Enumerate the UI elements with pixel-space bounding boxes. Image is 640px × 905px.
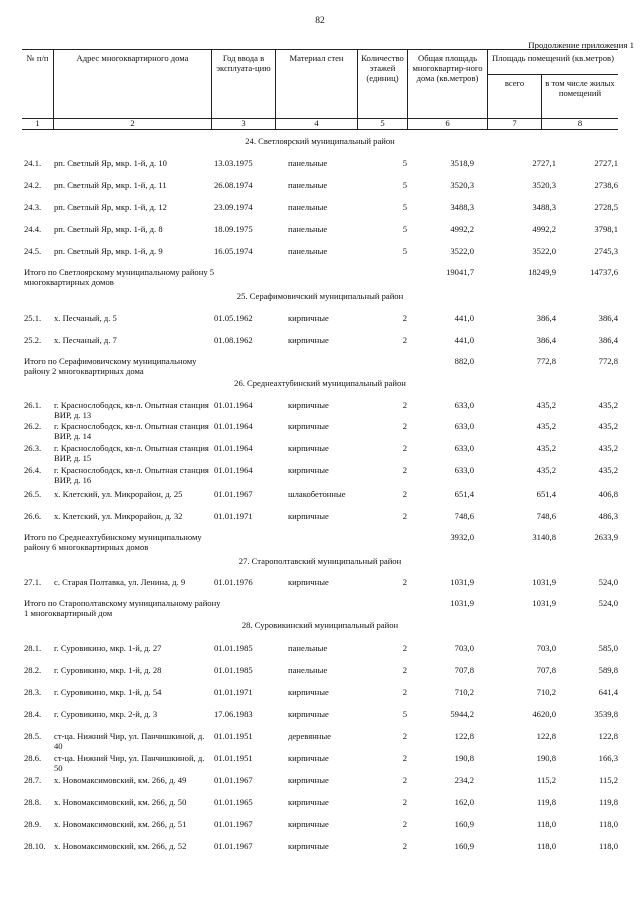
- row-number: 28.1.: [24, 643, 42, 653]
- row-material: кирпичные: [288, 819, 329, 829]
- row-floors: 2: [402, 465, 407, 475]
- row-year: 01.01.1967: [214, 841, 253, 851]
- row-floors: 2: [402, 489, 407, 499]
- row-number: 26.2.: [24, 421, 42, 431]
- row-total-area: 633,0: [454, 421, 474, 431]
- row-number: 24.3.: [24, 202, 42, 212]
- total-premises-living: 772,8: [598, 356, 618, 366]
- row-material: панельные: [288, 246, 328, 256]
- row-floors: 2: [402, 687, 407, 697]
- row-material: кирпичные: [288, 687, 329, 697]
- row-floors: 2: [402, 731, 407, 741]
- row-premises-all: 119,8: [536, 797, 556, 807]
- row-year: 01.01.1971: [214, 687, 253, 697]
- section-title: 28. Суровикинский муниципальный район: [241, 620, 399, 630]
- row-address: х. Песчаный, д. 7: [54, 335, 117, 345]
- row-year: 13.03.1975: [214, 158, 253, 168]
- total-label: Итого по Среднеахтубинскому муниципальному району 6 многоквартирных домов: [24, 532, 202, 552]
- row-number: 24.4.: [24, 224, 42, 234]
- row-number: 28.6.: [24, 753, 42, 763]
- total-premises-all: 1031,9: [532, 598, 556, 608]
- row-year: 01.01.1967: [214, 489, 253, 499]
- row-floors: 5: [402, 158, 407, 168]
- row-year: 16.05.1974: [214, 246, 253, 256]
- row-material: панельные: [288, 202, 328, 212]
- row-floors: 2: [402, 665, 407, 675]
- row-premises-all: 2727,1: [532, 158, 556, 168]
- row-premises-living: 3539,8: [594, 709, 618, 719]
- row-year: 23.09.1974: [214, 202, 253, 212]
- total-area: 1031,9: [450, 598, 474, 608]
- row-premises-living: 166,3: [598, 753, 618, 763]
- row-address: х. Клетский, ул. Микрорайон, д. 25: [54, 489, 183, 499]
- row-floors: 2: [402, 335, 407, 345]
- row-premises-all: 3488,3: [532, 202, 556, 212]
- row-premises-living: 585,0: [598, 643, 618, 653]
- row-floors: 2: [402, 775, 407, 785]
- row-premises-living: 118,0: [598, 841, 618, 851]
- row-total-area: 160,9: [454, 819, 474, 829]
- row-premises-all: 703,0: [536, 643, 556, 653]
- row-number: 28.2.: [24, 665, 42, 675]
- row-number: 28.3.: [24, 687, 42, 697]
- row-address: х. Новомаксимовский, км. 266, д. 51: [54, 819, 187, 829]
- total-premises-living: 524,0: [598, 598, 618, 608]
- row-address: рп. Светлый Яр, мкр. 1-й, д. 10: [54, 158, 167, 168]
- col-number: 8: [577, 118, 583, 128]
- row-premises-all: 115,2: [536, 775, 556, 785]
- row-premises-all: 386,4: [536, 335, 556, 345]
- row-premises-all: 386,4: [536, 313, 556, 323]
- row-address: г. Суровикино, мкр. 1-й, д. 54: [54, 687, 162, 697]
- row-material: кирпичные: [288, 465, 329, 475]
- row-premises-all: 435,2: [536, 465, 556, 475]
- row-total-area: 3522,0: [450, 246, 474, 256]
- row-premises-all: 118,0: [536, 841, 556, 851]
- row-material: панельные: [288, 224, 328, 234]
- row-number: 25.1.: [24, 313, 42, 323]
- row-floors: 2: [402, 797, 407, 807]
- row-premises-living: 2727,1: [594, 158, 618, 168]
- row-premises-living: 435,2: [598, 465, 618, 475]
- row-floors: 2: [402, 819, 407, 829]
- row-floors: 2: [402, 753, 407, 763]
- row-material: кирпичные: [288, 775, 329, 785]
- row-address: г. Краснослободск, кв-л. Опытная станция ВИР, д. 13: [54, 400, 209, 420]
- row-total-area: 748,6: [454, 511, 474, 521]
- row-total-area: 3488,3: [450, 202, 474, 212]
- row-premises-all: 710,2: [536, 687, 556, 697]
- row-premises-all: 707,8: [536, 665, 556, 675]
- row-premises-all: 435,2: [536, 421, 556, 431]
- row-premises-living: 386,4: [598, 335, 618, 345]
- col-number: 7: [488, 117, 542, 129]
- row-number: 26.1.: [24, 400, 42, 410]
- row-address: ст-ца. Нижний Чир, ул. Панчишкиной, д. 40: [54, 731, 205, 751]
- row-material: кирпичные: [288, 841, 329, 851]
- row-total-area: 122,8: [454, 731, 474, 741]
- row-material: кирпичные: [288, 797, 329, 807]
- col-number: 2: [54, 117, 212, 129]
- header-premises-all: всего: [488, 75, 542, 118]
- row-number: 28.10.: [24, 841, 46, 851]
- header-year: Год ввода в эксплуата-цию: [212, 50, 276, 118]
- row-material: панельные: [288, 180, 328, 190]
- row-address: х. Клетский, ул. Микрорайон, д. 32: [54, 511, 183, 521]
- header-premises-living: в том числе жилых помещений: [545, 78, 615, 98]
- row-material: кирпичные: [288, 421, 329, 431]
- row-material: панельные: [288, 643, 328, 653]
- row-material: кирпичные: [288, 511, 329, 521]
- row-year: 01.01.1976: [214, 577, 253, 587]
- row-year: 01.05.1962: [214, 313, 253, 323]
- row-premises-living: 589,8: [598, 665, 618, 675]
- row-number: 26.3.: [24, 443, 42, 453]
- section-title: 27. Старополтавский муниципальный район: [238, 556, 402, 566]
- row-material: кирпичные: [288, 313, 329, 323]
- row-floors: 2: [402, 643, 407, 653]
- row-address: г. Краснослободск, кв-л. Опытная станция ВИР, д. 14: [54, 421, 209, 441]
- row-material: деревянные: [288, 731, 331, 741]
- row-total-area: 4992,2: [450, 224, 474, 234]
- row-year: 01.01.1964: [214, 465, 253, 475]
- row-total-area: 633,0: [454, 400, 474, 410]
- row-address: х. Новомаксимовский, км. 266, д. 49: [54, 775, 187, 785]
- row-total-area: 441,0: [454, 313, 474, 323]
- row-premises-living: 115,2: [598, 775, 618, 785]
- row-premises-living: 2738,6: [594, 180, 618, 190]
- row-premises-living: 118,0: [598, 819, 618, 829]
- row-total-area: 3518,9: [450, 158, 474, 168]
- row-number: 24.5.: [24, 246, 42, 256]
- row-year: 01.01.1967: [214, 775, 253, 785]
- total-premises-living: 2633,9: [594, 532, 618, 542]
- row-premises-living: 406,8: [598, 489, 618, 499]
- total-premises-living: 14737,6: [590, 267, 618, 277]
- row-total-area: 234,2: [454, 775, 474, 785]
- row-premises-living: 486,3: [598, 511, 618, 521]
- row-address: рп. Светлый Яр, мкр. 1-й, д. 8: [54, 224, 163, 234]
- row-premises-living: 119,8: [598, 797, 618, 807]
- row-premises-all: 651,4: [536, 489, 556, 499]
- row-number: 27.1.: [24, 577, 42, 587]
- row-floors: 5: [402, 709, 407, 719]
- continuation-note: Продолжение приложения 1: [528, 40, 634, 50]
- col-number: 4: [276, 117, 358, 129]
- row-address: г. Краснослободск, кв-л. Опытная станция ВИР, д. 15: [54, 443, 209, 463]
- col-number: 6: [408, 117, 488, 129]
- row-number: 28.7.: [24, 775, 42, 785]
- row-premises-all: 4992,2: [532, 224, 556, 234]
- row-premises-all: 3520,3: [532, 180, 556, 190]
- row-number: 24.1.: [24, 158, 42, 168]
- row-material: панельные: [288, 665, 328, 675]
- row-material: кирпичные: [288, 577, 329, 587]
- row-premises-living: 435,2: [598, 421, 618, 431]
- row-total-area: 1031,9: [450, 577, 474, 587]
- header-premises: Площадь помещений (кв.метров): [492, 53, 614, 63]
- row-material: кирпичные: [288, 443, 329, 453]
- row-total-area: 703,0: [454, 643, 474, 653]
- row-premises-all: 748,6: [536, 511, 556, 521]
- row-material: кирпичные: [288, 753, 329, 763]
- total-premises-all: 772,8: [536, 356, 556, 366]
- row-address: с. Старая Полтавка, ул. Ленина, д. 9: [54, 577, 186, 587]
- row-number: 24.2.: [24, 180, 42, 190]
- row-premises-living: 435,2: [598, 443, 618, 453]
- total-label: Итого по Серафимовичскому муниципальному району 2 многоквартирных дома: [24, 356, 197, 376]
- row-year: 01.01.1964: [214, 443, 253, 453]
- row-premises-all: 435,2: [536, 400, 556, 410]
- row-year: 01.01.1964: [214, 400, 253, 410]
- row-premises-living: 435,2: [598, 400, 618, 410]
- row-address: г. Суровикино, мкр. 2-й, д. 3: [54, 709, 158, 719]
- row-total-area: 160,9: [454, 841, 474, 851]
- row-year: 18.09.1975: [214, 224, 253, 234]
- row-total-area: 651,4: [454, 489, 474, 499]
- row-total-area: 3520,3: [450, 180, 474, 190]
- row-floors: 2: [402, 400, 407, 410]
- row-floors: 5: [402, 246, 407, 256]
- row-address: х. Новомаксимовский, км. 266, д. 52: [54, 841, 187, 851]
- row-year: 01.01.1951: [214, 731, 253, 741]
- row-total-area: 633,0: [454, 443, 474, 453]
- row-address: рп. Светлый Яр, мкр. 1-й, д. 11: [54, 180, 167, 190]
- row-year: 17.06.1983: [214, 709, 253, 719]
- row-address: г. Краснослободск, кв-л. Опытная станция ВИР, д. 16: [54, 465, 209, 485]
- col-number: 3: [212, 117, 276, 129]
- row-address: г. Суровикино, мкр. 1-й, д. 28: [54, 665, 162, 675]
- col-number: 1: [22, 117, 54, 129]
- row-year: 01.08.1962: [214, 335, 253, 345]
- row-number: 28.5.: [24, 731, 42, 741]
- row-total-area: 710,2: [454, 687, 474, 697]
- row-premises-all: 3522,0: [532, 246, 556, 256]
- page-number: 82: [315, 16, 325, 26]
- row-year: 26.08.1974: [214, 180, 253, 190]
- row-number: 28.9.: [24, 819, 42, 829]
- row-material: кирпичные: [288, 400, 329, 410]
- row-number: 26.6.: [24, 511, 42, 521]
- row-number: 28.8.: [24, 797, 42, 807]
- row-premises-living: 3798,1: [594, 224, 618, 234]
- header-material: Материал стен: [276, 50, 358, 118]
- row-year: 01.01.1964: [214, 421, 253, 431]
- total-premises-all: 3140,8: [532, 532, 556, 542]
- row-number: 28.4.: [24, 709, 42, 719]
- row-number: 25.2.: [24, 335, 42, 345]
- row-floors: 5: [402, 202, 407, 212]
- row-premises-all: 4620,0: [532, 709, 556, 719]
- header-floors: Количество этажей (единиц): [358, 50, 408, 118]
- row-total-area: 441,0: [454, 335, 474, 345]
- premises-subheader: [488, 74, 618, 118]
- row-floors: 2: [402, 313, 407, 323]
- row-floors: 2: [402, 443, 407, 453]
- row-floors: 2: [402, 421, 407, 431]
- row-premises-living: 2745,3: [594, 246, 618, 256]
- row-floors: 2: [402, 511, 407, 521]
- row-total-area: 190,8: [454, 753, 474, 763]
- row-address: рп. Светлый Яр, мкр. 1-й, д. 9: [54, 246, 163, 256]
- row-total-area: 5944,2: [450, 709, 474, 719]
- row-address: х. Новомаксимовский, км. 266, д. 50: [54, 797, 187, 807]
- row-premises-living: 524,0: [598, 577, 618, 587]
- row-material: панельные: [288, 158, 328, 168]
- row-material: шлакобетонные: [288, 489, 346, 499]
- row-floors: 2: [402, 841, 407, 851]
- row-total-area: 162,0: [454, 797, 474, 807]
- column-numbers: [22, 117, 618, 130]
- section-title: 26. Среднеахтубинский муниципальный район: [234, 378, 406, 388]
- section-title: 25. Серафимовичский муниципальный район: [236, 291, 404, 301]
- row-premises-all: 1031,9: [532, 577, 556, 587]
- total-area: 882,0: [454, 356, 474, 366]
- row-address: х. Песчаный, д. 5: [54, 313, 117, 323]
- total-label: Итого по Старополтавскому муниципальному району 1 многоквартирный дом: [24, 598, 221, 618]
- header-total-area: Общая площадь многоквартир-ного дома (кв.метров): [408, 50, 488, 118]
- total-label: Итого по Светлоярскому муниципальному району 5 многоквартирных домов: [24, 267, 215, 287]
- row-floors: 2: [402, 577, 407, 587]
- row-year: 01.01.1985: [214, 643, 253, 653]
- row-material: кирпичные: [288, 335, 329, 345]
- row-material: кирпичные: [288, 709, 329, 719]
- row-premises-all: 122,8: [536, 731, 556, 741]
- row-floors: 5: [402, 180, 407, 190]
- header-no: № п/п: [22, 50, 54, 118]
- total-area: 3932,0: [450, 532, 474, 542]
- row-number: 26.4.: [24, 465, 42, 475]
- row-premises-living: 386,4: [598, 313, 618, 323]
- row-total-area: 707,8: [454, 665, 474, 675]
- row-year: 01.01.1967: [214, 819, 253, 829]
- row-number: 26.5.: [24, 489, 42, 499]
- row-address: ст-ца. Нижний Чир, ул. Панчишкиной, д. 50: [54, 753, 205, 773]
- row-premises-all: 190,8: [536, 753, 556, 763]
- row-total-area: 633,0: [454, 465, 474, 475]
- total-premises-all: 18249,9: [528, 267, 556, 277]
- row-year: 01.01.1971: [214, 511, 253, 521]
- header-address: Адрес многоквартирного дома: [54, 50, 212, 118]
- row-premises-living: 641,4: [598, 687, 618, 697]
- row-address: рп. Светлый Яр, мкр. 1-й, д. 12: [54, 202, 167, 212]
- row-year: 01.01.1985: [214, 665, 253, 675]
- row-floors: 5: [402, 224, 407, 234]
- row-premises-living: 2728,5: [594, 202, 618, 212]
- row-year: 01.01.1965: [214, 797, 253, 807]
- row-address: г. Суровикино, мкр. 1-й, д. 27: [54, 643, 162, 653]
- section-title: 24. Светлоярский муниципальный район: [245, 136, 395, 146]
- total-area: 19041,7: [446, 267, 474, 277]
- row-premises-all: 118,0: [536, 819, 556, 829]
- col-number: 5: [358, 117, 408, 129]
- row-premises-living: 122,8: [598, 731, 618, 741]
- row-year: 01.01.1951: [214, 753, 253, 763]
- row-premises-all: 435,2: [536, 443, 556, 453]
